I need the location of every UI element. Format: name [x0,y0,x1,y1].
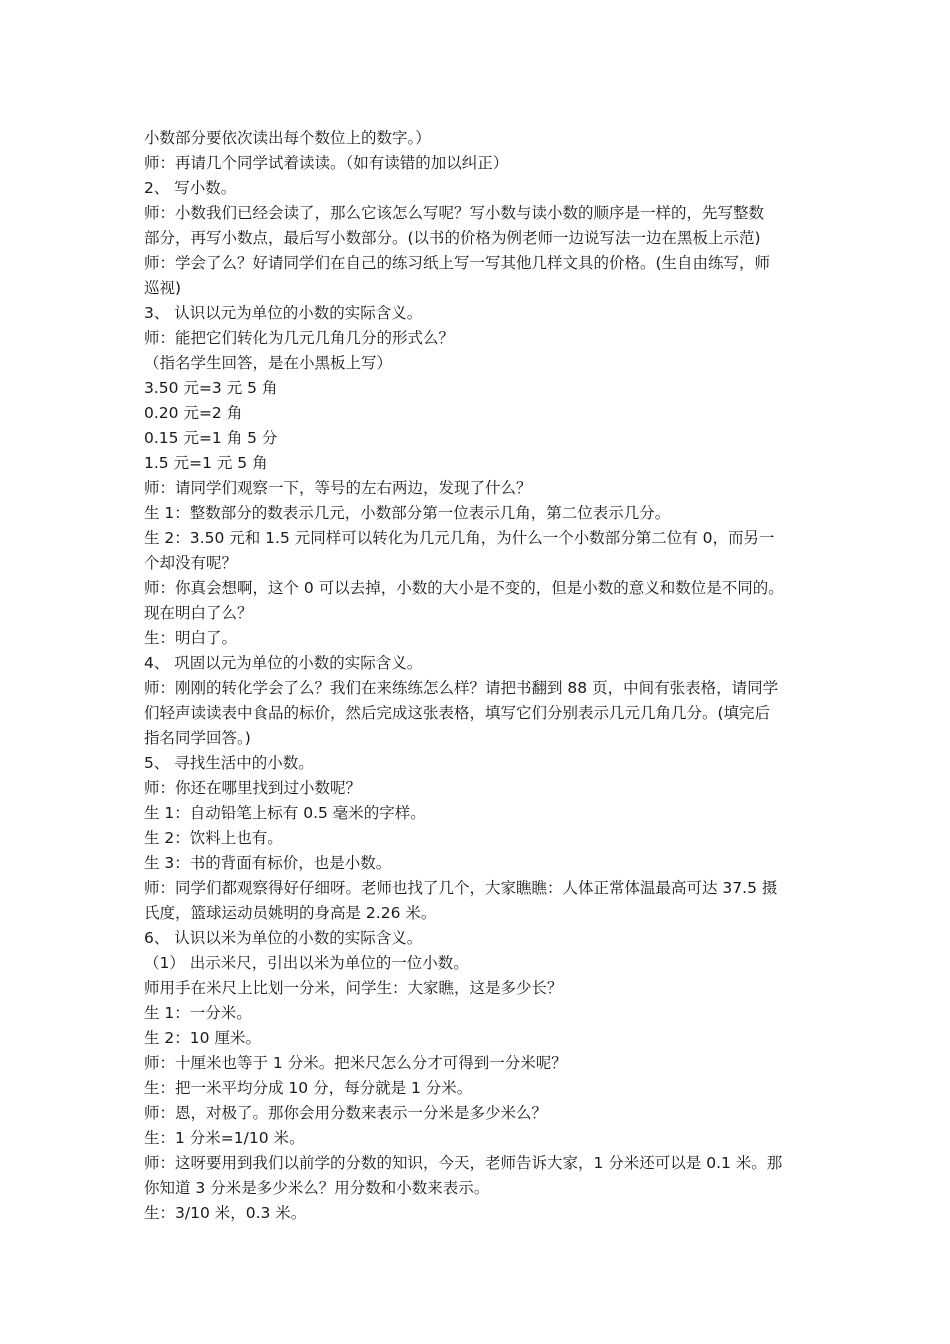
section-heading: 4、 巩固以元为单位的小数的实际含义。 [144,654,423,672]
text-line: 师：请同学们观察一下，等号的左右两边，发现了什么？ [144,479,532,497]
text-line: 现在明白了么？ [144,604,253,622]
text-line: 师：十厘米也等于 1 分米。把米尺怎么分才可得到一分米呢？ [144,1054,567,1072]
text-line: 生：1 分米=1/10 米。 [144,1129,305,1147]
text-line: 师：这呀要用到我们以前学的分数的知识，今天，老师告诉大家，1 分米还可以是 0.1 米。那 [144,1154,783,1172]
text-line: 们轻声读读表中食品的标价，然后完成这张表格，填写它们分别表示几元几角几分。(填完后 [144,704,771,722]
text-line: 你知道 3 分米是多少米么？用分数和小数来表示。 [144,1179,490,1197]
text-line: 师用手在米尺上比划一分米，问学生：大家瞧，这是多少长？ [144,979,563,997]
text-line: 小数部分要依次读出每个数位上的数字。） [144,129,431,147]
text-line: 生 2：3.50 元和 1.5 元同样可以转化为几元几角，为什么一个小数部分第二位有 0，而另一 [144,529,775,547]
text-line: 生 3：书的背面有标价，也是小数。 [144,854,392,872]
text-line: 个却没有呢？ [144,554,238,572]
text-line: 师：刚刚的转化学会了么？我们在来练练怎么样？请把书翻到 88 页，中间有张表格，请同学 [144,679,779,697]
sub-heading: （1） 出示米尺，引出以米为单位的一位小数。 [144,954,469,972]
text-line: 巡视) [144,279,182,297]
text-line: 生 2：饮料上也有。 [144,829,283,847]
text-line: 师：学会了么？好请同学们在自己的练习纸上写一写其他几样文具的价格。(生自由练写，师 [144,254,771,272]
text-line: （指名学生回答，是在小黑板上写） [144,354,393,372]
text-line: 师：你真会想啊，这个 0 可以去掉，小数的大小是不变的，但是小数的意义和数位是不同的。 [144,579,784,597]
text-line: 生 2：10 厘米。 [144,1029,261,1047]
example-line: 0.15 元=1 角 5 分 [144,429,278,447]
section-heading: 6、 认识以米为单位的小数的实际含义。 [144,929,423,947]
text-line: 生：3/10 米，0.3 米。 [144,1204,307,1222]
text-line: 生：明白了。 [144,629,238,647]
text-line: 师：你还在哪里找到过小数呢？ [144,779,362,797]
text-line: 生 1：一分米。 [144,1004,252,1022]
section-heading: 2、 写小数。 [144,179,237,197]
example-line: 1.5 元=1 元 5 角 [144,454,268,472]
text-line: 师：能把它们转化为几元几角几分的形式么？ [144,329,455,347]
text-line: 师：再请几个同学试着读读。（如有读错的加以纠正） [144,154,509,172]
text-line: 师：同学们都观察得好仔细呀。老师也找了几个，大家瞧瞧：人体正常体温最高可达 37.5 摄 [144,879,778,897]
text-line: 生 1：整数部分的数表示几元，小数部分第一位表示几角，第二位表示几分。 [144,504,671,522]
text-line: 指名同学回答。) [144,729,251,747]
section-heading: 3、 认识以元为单位的小数的实际含义。 [144,304,423,322]
text-line: 生 1：自动铅笔上标有 0.5 毫米的字样。 [144,804,426,822]
section-heading: 5、 寻找生活中的小数。 [144,754,314,772]
text-line: 师：小数我们已经会读了，那么它该怎么写呢？写小数与读小数的顺序是一样的，先写整数 [144,204,765,222]
text-line: 部分，再写小数点，最后写小数部分。(以书的价格为例老师一边说写法一边在黑板上示范) [144,229,761,247]
text-line: 生：把一米平均分成 10 分，每分就是 1 分米。 [144,1079,473,1097]
example-line: 3.50 元=3 元 5 角 [144,379,278,397]
text-line: 氏度，篮球运动员姚明的身高是 2.26 米。 [144,904,437,922]
text-line: 师：恩，对极了。那你会用分数来表示一分米是多少米么？ [144,1104,548,1122]
document-body [144,126,814,1226]
example-line: 0.20 元=2 角 [144,404,243,422]
